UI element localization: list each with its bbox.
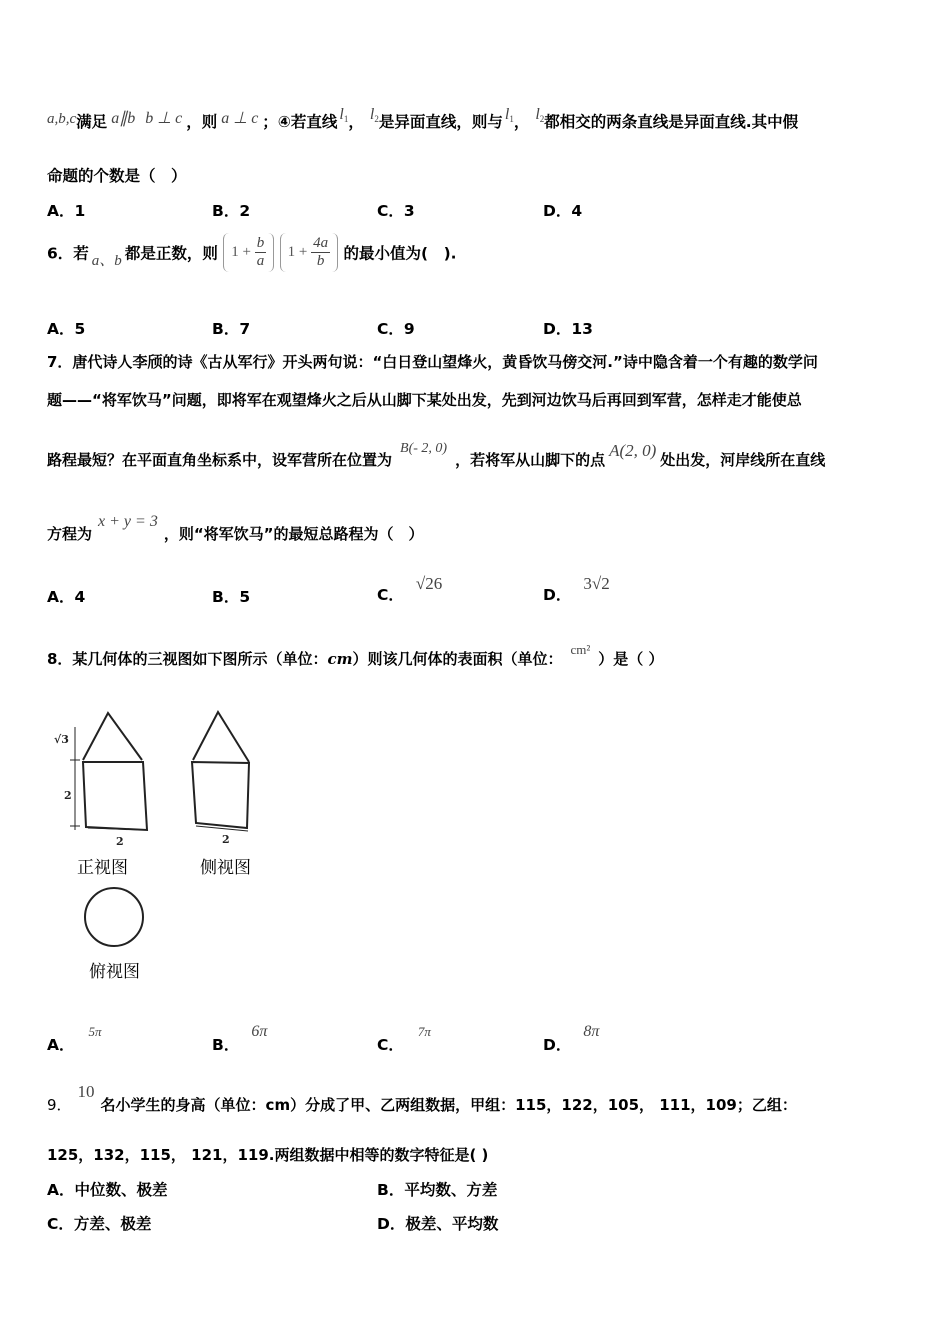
q9-ten: 10	[77, 1082, 95, 1101]
q5-line2: 命题的个数是（ ）	[47, 167, 187, 185]
q9-option-c[interactable]: C．方差、极差	[47, 1215, 152, 1233]
q6-option-c[interactable]: C．9	[377, 320, 415, 338]
q6-factor-1: 1 + $\frac{b}{a}$	[223, 233, 274, 272]
side-view-body	[192, 762, 249, 828]
q7-line2: 题——“将军饮马”问题，即将军在观望烽火之后从山脚下某处出发，先到河边饮马后再回到军营，怎样走才能使总	[47, 391, 802, 409]
front-view	[70, 713, 147, 830]
q7-text: ，若将军从山脚下的点	[455, 451, 606, 469]
q9-number: 9．	[47, 1096, 72, 1114]
q7-option-a[interactable]: A．4	[47, 588, 86, 606]
q5-text: ，则	[186, 113, 218, 131]
q7-line4	[47, 512, 424, 544]
q8-text: 8．某几何体的三视图如下图所示（单位：	[47, 650, 328, 668]
q8-line	[47, 642, 664, 669]
q6-text: 的最小值为( ).	[343, 244, 457, 263]
top-view-circle	[85, 888, 143, 946]
q7-line3	[47, 438, 825, 470]
q5-option-b[interactable]: B．2	[212, 202, 251, 220]
q5-option-d[interactable]: D．4	[543, 202, 583, 220]
side-view	[192, 712, 249, 831]
q7-option-b[interactable]: B．5	[212, 588, 251, 606]
q9-option-b[interactable]: B．平均数、方差	[377, 1181, 498, 1199]
q5-math: a ⊥ c	[221, 110, 259, 127]
q5-text: 都相交的两条直线是异面直线.其中假	[544, 113, 799, 131]
q5-text: ；④若直线	[262, 113, 338, 131]
side-width-label: 2	[222, 833, 230, 846]
q7-line1: 7．唐代诗人李颀的诗《古从军行》开头两句说：“白日登山望烽火，黄昏饮马傍交河.”诗中隐含着一个有趣的数学问	[47, 353, 818, 371]
side-view-roof	[193, 712, 249, 762]
l1-symbol: $l_1$	[504, 106, 514, 124]
point-a: A(2, 0)	[609, 441, 657, 460]
q7-text: 方程为	[47, 525, 93, 543]
q6-line	[47, 233, 457, 272]
l2-symbol: $l_2$	[369, 106, 379, 124]
q8-option-b[interactable]: B．6π	[212, 1023, 268, 1054]
q6-option-d[interactable]: D．13	[543, 320, 593, 338]
q5-option-c[interactable]: C．3	[377, 202, 415, 220]
q6-factor-2: 1 + $\frac{4a}{b}$	[280, 233, 338, 272]
q8-option-c[interactable]: C．7π	[377, 1024, 431, 1054]
q6-option-b[interactable]: B．7	[212, 320, 251, 338]
three-view-figure	[50, 705, 270, 985]
q8-unit-area: cm²	[570, 642, 591, 657]
q6-number: 6．若	[47, 244, 89, 263]
top-view-label: 俯视图	[89, 962, 140, 982]
q8-unit: cm	[327, 650, 353, 668]
q8-text: ）则该几何体的表面积（单位：	[352, 650, 563, 668]
front-view-label: 正视图	[77, 858, 128, 878]
q5-text: 满足	[76, 113, 108, 131]
q7-option-d[interactable]: D．3√2	[543, 574, 610, 604]
q7-text: 处出发，河岸线所在直线	[660, 451, 826, 469]
q8-text: ）是（ ）	[598, 650, 664, 668]
q6-option-a[interactable]: A．5	[47, 320, 86, 338]
q8-option-d[interactable]: D．8π	[543, 1023, 600, 1054]
q5-vars: a,b,c	[47, 111, 77, 127]
q6-vars: a、b	[91, 253, 122, 269]
q7-text: ，则“将军饮马”的最短总路程为（ ）	[163, 525, 424, 543]
q5-text: 是异面直线，则与	[378, 113, 503, 131]
sqrt3-label: √3	[54, 733, 69, 746]
q7-text: 路程最短？在平面直角坐标系中，设军营所在位置为	[47, 451, 393, 469]
q8-option-a[interactable]: A．5π	[47, 1024, 102, 1054]
q6-text: 都是正数，则	[124, 244, 218, 263]
side-view-label: 侧视图	[200, 858, 251, 878]
q7-option-c[interactable]: C．√26	[377, 574, 443, 604]
height-label: 2	[64, 789, 72, 802]
front-view-body	[83, 762, 147, 830]
q9-text: 名小学生的身高（单位：cm）分成了甲、乙两组数据，甲组：115，122，105， 111，109；乙组：	[100, 1096, 797, 1114]
q5-math: a∥b	[111, 110, 136, 127]
q5-text: ，	[348, 113, 364, 131]
river-equation: x + y = 3	[98, 513, 158, 530]
q9-option-d[interactable]: D．极差、平均数	[377, 1215, 499, 1233]
q9-line2: 125，132，115， 121，119.两组数据中相等的数字特征是( )	[47, 1146, 489, 1164]
q5-line1	[47, 106, 798, 132]
q9-option-a[interactable]: A．中位数、极差	[47, 1181, 168, 1199]
q5-math: b ⊥ c	[145, 110, 183, 127]
front-width-label: 2	[116, 835, 124, 848]
l2-symbol: $l_2$	[535, 106, 545, 124]
front-view-roof	[83, 713, 142, 760]
q5-option-a[interactable]: A．1	[47, 202, 86, 220]
point-b: B(- 2, 0)	[400, 441, 448, 456]
q5-text: ，	[513, 113, 530, 131]
l1-symbol: $l_1$	[339, 106, 349, 124]
q9-line1	[47, 1082, 797, 1115]
